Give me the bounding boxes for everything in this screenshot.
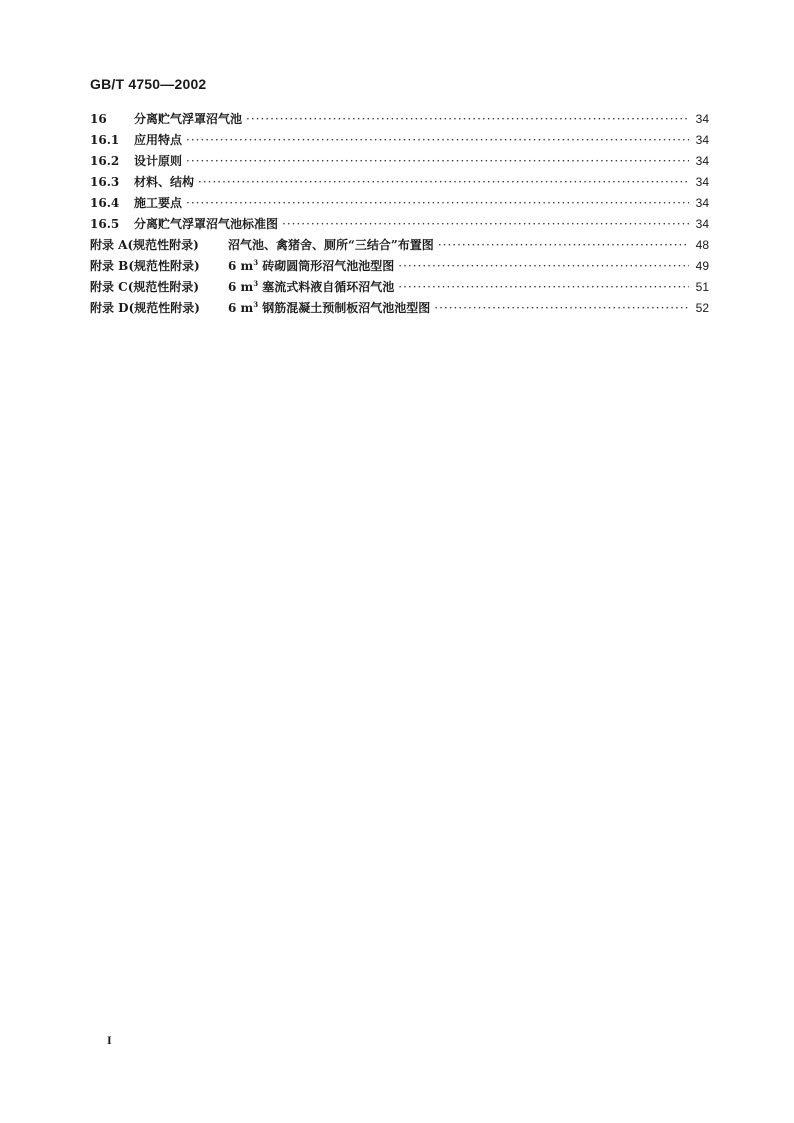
toc-entry[interactable] xyxy=(90,131,709,152)
toc-entry-title: 沼气池、禽猪舍、厕所“三结合”布置图 xyxy=(228,238,434,252)
toc-dot-leader xyxy=(198,175,689,189)
toc-entry[interactable] xyxy=(90,173,709,194)
toc-dot-leader xyxy=(186,154,689,168)
toc-title-volume: 6 m xyxy=(228,301,254,315)
toc-appendix-label: 附录 A(规范性附录) xyxy=(90,238,199,252)
page-number: I xyxy=(107,1033,112,1047)
toc-dot-leader xyxy=(438,238,689,252)
toc-entry-title: 材料、结构 xyxy=(134,175,195,189)
toc-dot-leader xyxy=(186,196,689,210)
toc-entry-title xyxy=(228,278,394,295)
toc-entry-number: 16 xyxy=(90,112,107,126)
toc-dot-leader xyxy=(398,259,689,273)
toc-title-text: 砖砌圆筒形沼气池池型图 xyxy=(258,259,395,273)
toc-entry-title: 应用特点 xyxy=(134,133,183,147)
toc-entry-title: 分离贮气浮罩沼气池标准图 xyxy=(134,217,279,231)
toc-entry-number: 16.2 xyxy=(90,154,120,168)
toc-dot-leader xyxy=(434,301,689,315)
toc-entry-title xyxy=(228,299,430,316)
toc-entry-page: 34 xyxy=(695,175,709,189)
toc-entry[interactable] xyxy=(90,152,709,173)
toc-dot-leader xyxy=(398,280,689,294)
toc-title-volume: 6 m xyxy=(228,280,254,294)
toc-entry-number: 16.1 xyxy=(90,133,120,147)
toc-entry-page: 34 xyxy=(695,154,709,168)
toc-entry-number: 16.5 xyxy=(90,217,120,231)
toc-appendix-entry[interactable] xyxy=(90,257,709,278)
toc-entry-page: 49 xyxy=(695,259,709,273)
toc-title-superscript: 3 xyxy=(253,258,259,267)
toc-entry-page: 51 xyxy=(695,280,709,294)
toc-entry-page: 48 xyxy=(695,238,709,252)
toc-appendix-entry[interactable] xyxy=(90,299,709,320)
toc-entry[interactable] xyxy=(90,215,709,236)
toc-title-text: 钢筋混凝土预制板沼气池池型图 xyxy=(258,301,431,315)
toc-appendix-entry[interactable] xyxy=(90,236,709,257)
toc-entry-title: 分离贮气浮罩沼气池 xyxy=(134,112,243,126)
toc-entry-page: 34 xyxy=(695,217,709,231)
toc-appendix-label: 附录 B(规范性附录) xyxy=(90,259,200,273)
toc-title-volume: 6 m xyxy=(228,259,254,273)
toc-appendix-entry[interactable] xyxy=(90,278,709,299)
toc-title-superscript: 3 xyxy=(253,279,259,288)
toc-title-text: 塞流式料液自循环沼气池 xyxy=(258,280,395,294)
standard-header: GB/T 4750—2002 xyxy=(90,76,207,92)
toc-appendix-label: 附录 D(规范性附录) xyxy=(90,301,200,315)
table-of-contents xyxy=(90,110,709,320)
toc-dot-leader xyxy=(186,133,689,147)
toc-entry-page: 52 xyxy=(695,301,709,315)
toc-entry[interactable] xyxy=(90,194,709,215)
toc-entry-page: 34 xyxy=(695,133,709,147)
toc-entry-title: 设计原则 xyxy=(134,154,183,168)
toc-entry[interactable] xyxy=(90,110,709,131)
toc-appendix-label: 附录 C(规范性附录) xyxy=(90,280,200,294)
toc-entry-page: 34 xyxy=(695,112,709,126)
toc-entry-number: 16.3 xyxy=(90,175,120,189)
toc-dot-leader xyxy=(282,217,689,231)
toc-entry-title xyxy=(228,257,394,274)
toc-entry-title: 施工要点 xyxy=(134,196,183,210)
toc-dot-leader xyxy=(246,112,689,126)
toc-title-superscript: 3 xyxy=(253,300,259,309)
toc-entry-page: 34 xyxy=(695,196,709,210)
toc-entry-number: 16.4 xyxy=(90,196,120,210)
